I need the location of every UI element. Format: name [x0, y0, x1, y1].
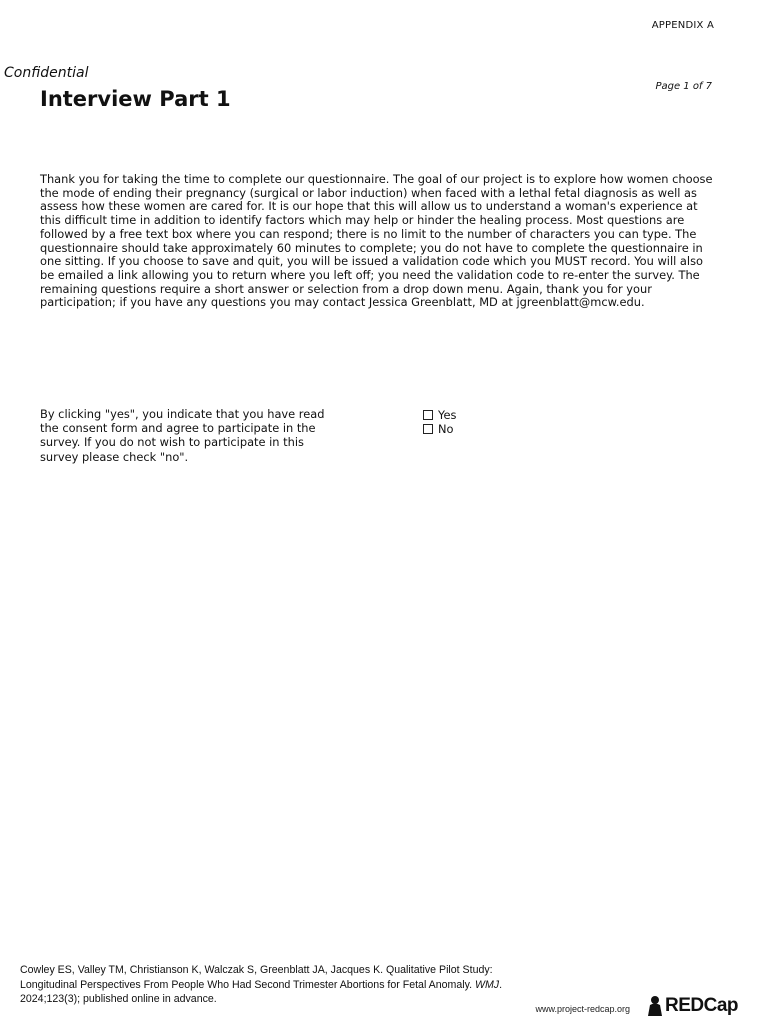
redcap-logo	[646, 995, 738, 1017]
option-yes[interactable]	[423, 408, 456, 422]
redcap-logo-text: REDCap	[665, 995, 739, 1016]
yes-checkbox[interactable]	[423, 410, 433, 420]
footer-url: www.project-redcap.org	[535, 1004, 630, 1014]
citation	[20, 963, 520, 1007]
intro-text: Thank you for taking the time to complete our questionnaire. The goal of our project is to explore how women choose the mode of ending their pregnancy (surgical or labor induction) when faced with a lethal fetal diagnosis as well as assess how these women are cared for. It is our hope that this will allow us to understand a woman's experience at this difficult time in addition to identify factors which may help or hinder the healing process. Most questions are followed by a free text box where you can respond; there is no limit to the number of characters you can type. The questionnaire should take approximately 60 minutes to complete; you do not have to complete the questionnaire in one sitting. If you choose to save and quit, you will be issued a validation code which you MUST record. You will also be emailed a link allowing you to return where you left off; you need the validation code to re-enter the survey. The remaining questions require a short answer or selection from a drop down menu. Again, thank you for your participation; if you have any questions you may contact Jessica Greenblatt, MD at jgreenblatt@mcw.edu.	[40, 172, 713, 310]
no-checkbox[interactable]	[423, 424, 433, 434]
no-label: No	[438, 422, 454, 437]
confidential-label: Confidential	[4, 65, 89, 81]
redcap-person-icon	[646, 995, 664, 1017]
yes-label: Yes	[438, 408, 457, 423]
page-number: Page 1 of 7	[655, 81, 712, 92]
citation-details: . 2024;123(3); published online in advance.	[20, 978, 503, 1006]
consent-options	[423, 408, 456, 436]
form-title: Interview Part 1	[40, 87, 231, 111]
citation-journal: WMJ	[474, 978, 500, 991]
consent-question: By clicking "yes", you indicate that you have read the consent form and agree to participate in the survey. If you do not wish to participate in this survey please check "no".	[40, 407, 325, 464]
citation-authors-title: Cowley ES, Valley TM, Christianson K, Walczak S, Greenblatt JA, Jacques K. Qualitative Pilot Study: Longitudinal Perspectives From People Who Had Second Trimester Abortions for Fetal Anomaly.	[20, 964, 493, 991]
option-no[interactable]	[423, 422, 456, 436]
appendix-label: APPENDIX A	[651, 20, 714, 31]
